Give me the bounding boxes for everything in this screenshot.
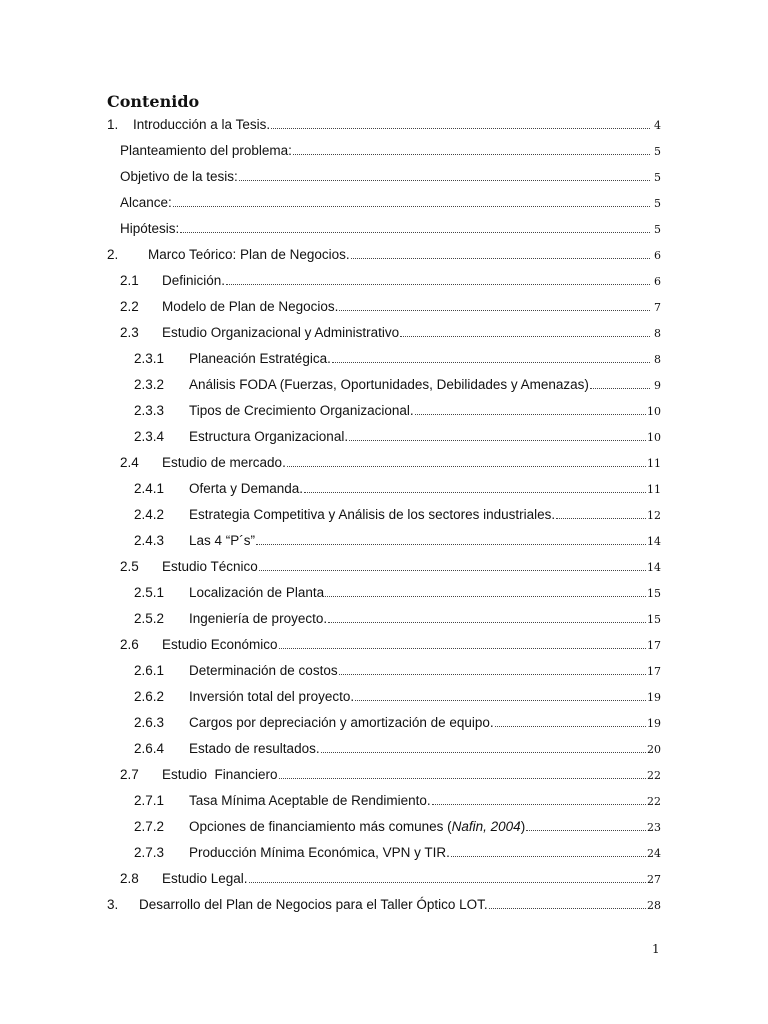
toc-entry-text: Tasa Mínima Aceptable de Rendimiento. (189, 793, 431, 808)
toc-entry-number: 2.6.4 (134, 741, 165, 756)
toc-entry[interactable] (134, 816, 661, 834)
toc-entry-text: Estado de resultados. (189, 741, 320, 756)
toc-entry[interactable] (134, 400, 661, 418)
toc-entry[interactable] (120, 192, 661, 210)
toc-entry[interactable] (134, 582, 661, 600)
toc-entry-text: Estudio Técnico (162, 559, 258, 574)
toc-entry-page: 4 (654, 119, 661, 132)
toc-leader-dots (304, 478, 646, 493)
toc-entry-page: 14 (647, 561, 661, 574)
toc-entry-page: 24 (647, 847, 661, 860)
toc-leader-dots (325, 582, 646, 597)
toc-entry-text: Localización de Planta (189, 585, 325, 600)
toc-entry[interactable] (120, 452, 661, 470)
toc-entry-number: 2.1 (120, 273, 139, 288)
toc-entry[interactable] (134, 426, 661, 444)
toc-entry-number: 2.5 (120, 559, 139, 574)
toc-leader-dots (328, 608, 646, 623)
toc-leader-dots (287, 452, 646, 467)
toc-entry[interactable] (134, 660, 661, 678)
toc-entry-number: 2.3.1 (134, 351, 165, 366)
toc-entry-text: Estrategia Competitiva y Análisis de los sectores industriales. (189, 507, 556, 522)
toc-entry-text: Cargos por depreciación y amortización de equipo. (189, 715, 494, 730)
toc-leader-dots (256, 530, 646, 545)
toc-entry-page: 11 (647, 483, 661, 496)
toc-entry-number: 2.6.1 (134, 663, 165, 678)
toc-entry[interactable] (120, 140, 661, 158)
toc-entry-text: Ingeniería de proyecto. (189, 611, 328, 626)
toc-entry-number: 2.5.1 (134, 585, 165, 600)
toc-leader-dots (259, 556, 646, 571)
page-number: 1 (652, 942, 660, 956)
toc-entry[interactable] (134, 530, 661, 548)
toc-entry-page: 28 (647, 899, 661, 912)
toc-entry-page: 5 (654, 223, 661, 236)
toc-entry-text: Alcance: (120, 195, 172, 210)
toc-entry-page: 7 (654, 301, 661, 314)
toc-entry[interactable] (120, 634, 661, 652)
toc-leader-dots (526, 816, 646, 831)
toc-entry[interactable] (134, 608, 661, 626)
toc-leader-dots (556, 504, 646, 519)
toc-entry-text: Determinación de costos (189, 663, 338, 678)
toc-entry-text: Estudio Legal. (162, 871, 248, 886)
toc-leader-dots (451, 842, 646, 857)
toc-leader-dots (239, 166, 650, 181)
toc-leader-dots (173, 192, 650, 207)
toc-entry-number: 2.2 (120, 299, 139, 314)
toc-entry[interactable] (134, 348, 661, 366)
toc-entry-number: 2.6 (120, 637, 139, 652)
toc-entry-citation: Nafin, 2004 (451, 819, 521, 834)
toc-entry-page: 5 (654, 145, 661, 158)
toc-entry-text: Las 4 “P´s” (189, 533, 256, 548)
toc-entry-text: Inversión total del proyecto. (189, 689, 355, 704)
toc-entry-number: 2.3.4 (134, 429, 165, 444)
toc-entry-text: Estudio Económico (162, 637, 278, 652)
toc-entry-text-after: ) (520, 819, 526, 834)
toc-entry-page: 9 (654, 379, 661, 392)
toc-entry[interactable] (134, 712, 661, 730)
toc-leader-dots (349, 426, 646, 441)
toc-leader-dots (400, 322, 650, 337)
toc-entry-page: 14 (647, 535, 661, 548)
toc-entry-number: 2.3.3 (134, 403, 165, 418)
toc-leader-dots (279, 764, 646, 779)
toc-entry-text: Modelo de Plan de Negocios. (162, 299, 339, 314)
toc-leader-dots (226, 270, 650, 285)
toc-leader-dots (351, 244, 650, 259)
toc-entry-text: Definición. (162, 273, 226, 288)
toc-entry-number: 2.8 (120, 871, 139, 886)
toc-entry-text: Desarrollo del Plan de Negocios para el Taller Óptico LOT. (139, 897, 488, 912)
toc-entry-text: Introducción a la Tesis. (133, 117, 271, 132)
toc-entry-page: 8 (654, 327, 661, 340)
toc-entry-text: Planteamiento del problema: (120, 143, 292, 158)
toc-entry-number: 2.7.3 (134, 845, 165, 860)
toc-entry-number: 2.3 (120, 325, 139, 340)
toc-entry-text: Hipótesis: (120, 221, 180, 236)
toc-leader-dots (279, 634, 646, 649)
toc-entry-text (189, 819, 525, 834)
toc-entry-number: 2.4.1 (134, 481, 165, 496)
toc-entry-page: 10 (647, 431, 661, 444)
toc-leader-dots (271, 114, 650, 129)
toc-entry[interactable] (134, 790, 661, 808)
toc-entry-page: 5 (654, 171, 661, 184)
toc-entry[interactable] (134, 478, 661, 496)
toc-entry-number: 2.4 (120, 455, 139, 470)
toc-entry-page: 22 (647, 795, 661, 808)
toc-entry-text: Análisis FODA (Fuerzas, Oportunidades, Debilidades y Amenazas) (189, 377, 589, 392)
toc-entry-page: 27 (647, 873, 661, 886)
toc-leader-dots (293, 140, 650, 155)
toc-entry-text: Objetivo de la tesis: (120, 169, 238, 184)
toc-entry-page: 6 (654, 275, 661, 288)
toc-leader-dots (249, 868, 646, 883)
toc-entry-number: 2.6.2 (134, 689, 165, 704)
toc-leader-dots (432, 790, 646, 805)
toc-entry-page: 12 (647, 509, 661, 522)
toc-entry-text: Estructura Organizacional. (189, 429, 349, 444)
toc-entry-number: 2.7.1 (134, 793, 165, 808)
toc-entry[interactable] (120, 764, 661, 782)
toc-entry-page: 17 (647, 639, 661, 652)
toc-leader-dots (590, 374, 650, 389)
toc-leader-dots (415, 400, 646, 415)
toc-entry-number: 2.5.2 (134, 611, 165, 626)
toc-entry-page: 19 (647, 691, 661, 704)
toc-entry-number: 2.7.2 (134, 819, 165, 834)
toc-leader-dots (339, 660, 646, 675)
toc-entry[interactable] (107, 244, 661, 262)
toc-leader-dots (180, 218, 650, 233)
toc-entry-text: Estudio Organizacional y Administrativo (162, 325, 400, 340)
toc-leader-dots (332, 348, 650, 363)
toc-entry[interactable] (120, 270, 661, 288)
toc-entry[interactable] (120, 218, 661, 236)
toc-entry-text: Tipos de Crecimiento Organizacional. (189, 403, 414, 418)
toc-entry-number: 2.4.3 (134, 533, 165, 548)
toc-entry[interactable] (107, 894, 661, 912)
toc-entry[interactable] (134, 842, 661, 860)
toc-entry-page: 17 (647, 665, 661, 678)
toc-entry[interactable] (134, 374, 661, 392)
toc-leader-dots (355, 686, 646, 701)
toc-entry-number: 1. (107, 117, 119, 132)
toc-entry-number: 3. (107, 897, 119, 912)
toc-leader-dots (495, 712, 646, 727)
toc-entry-page: 10 (647, 405, 661, 418)
toc-entry-number: 2.4.2 (134, 507, 165, 522)
toc-entry-page: 22 (647, 769, 661, 782)
toc-leader-dots (339, 296, 650, 311)
toc-leader-dots (489, 894, 646, 909)
toc-entry[interactable] (120, 556, 661, 574)
toc-entry-page: 20 (647, 743, 661, 756)
toc-entry-number: 2.3.2 (134, 377, 165, 392)
toc-entry-text: Planeación Estratégica. (189, 351, 331, 366)
toc-entry[interactable] (120, 322, 661, 340)
toc-entry-page: 23 (647, 821, 661, 834)
toc-entry[interactable] (120, 868, 661, 886)
toc-leader-dots (321, 738, 646, 753)
toc-entry-page: 6 (654, 249, 661, 262)
toc-entry-page: 8 (654, 353, 661, 366)
toc-entry[interactable] (120, 296, 661, 314)
toc-entry-number: 2. (107, 247, 119, 262)
toc-entry-page: 19 (647, 717, 661, 730)
toc-entry[interactable] (134, 738, 661, 756)
toc-entry-text-main: Opciones de financiamiento más comunes ( (189, 819, 452, 834)
toc-entry-text: Oferta y Demanda. (189, 481, 304, 496)
toc-entry-number: 2.7 (120, 767, 139, 782)
toc-entry[interactable] (134, 686, 661, 704)
toc-entry[interactable] (120, 166, 661, 184)
toc-entry-text: Producción Mínima Económica, VPN y TIR. (189, 845, 450, 860)
toc-entry-text: Marco Teórico: Plan de Negocios. (148, 247, 350, 262)
toc-entry[interactable] (134, 504, 661, 522)
toc-entry-number: 2.6.3 (134, 715, 165, 730)
toc-entry-page: 5 (654, 197, 661, 210)
toc-entry-page: 15 (647, 613, 661, 626)
toc-title: Contenido (107, 92, 200, 111)
toc-entry[interactable] (107, 114, 661, 132)
toc-entry-text: Estudio Financiero (162, 767, 278, 782)
toc-entry-page: 15 (647, 587, 661, 600)
toc-entry-page: 11 (647, 457, 661, 470)
toc-entry-text: Estudio de mercado. (162, 455, 286, 470)
